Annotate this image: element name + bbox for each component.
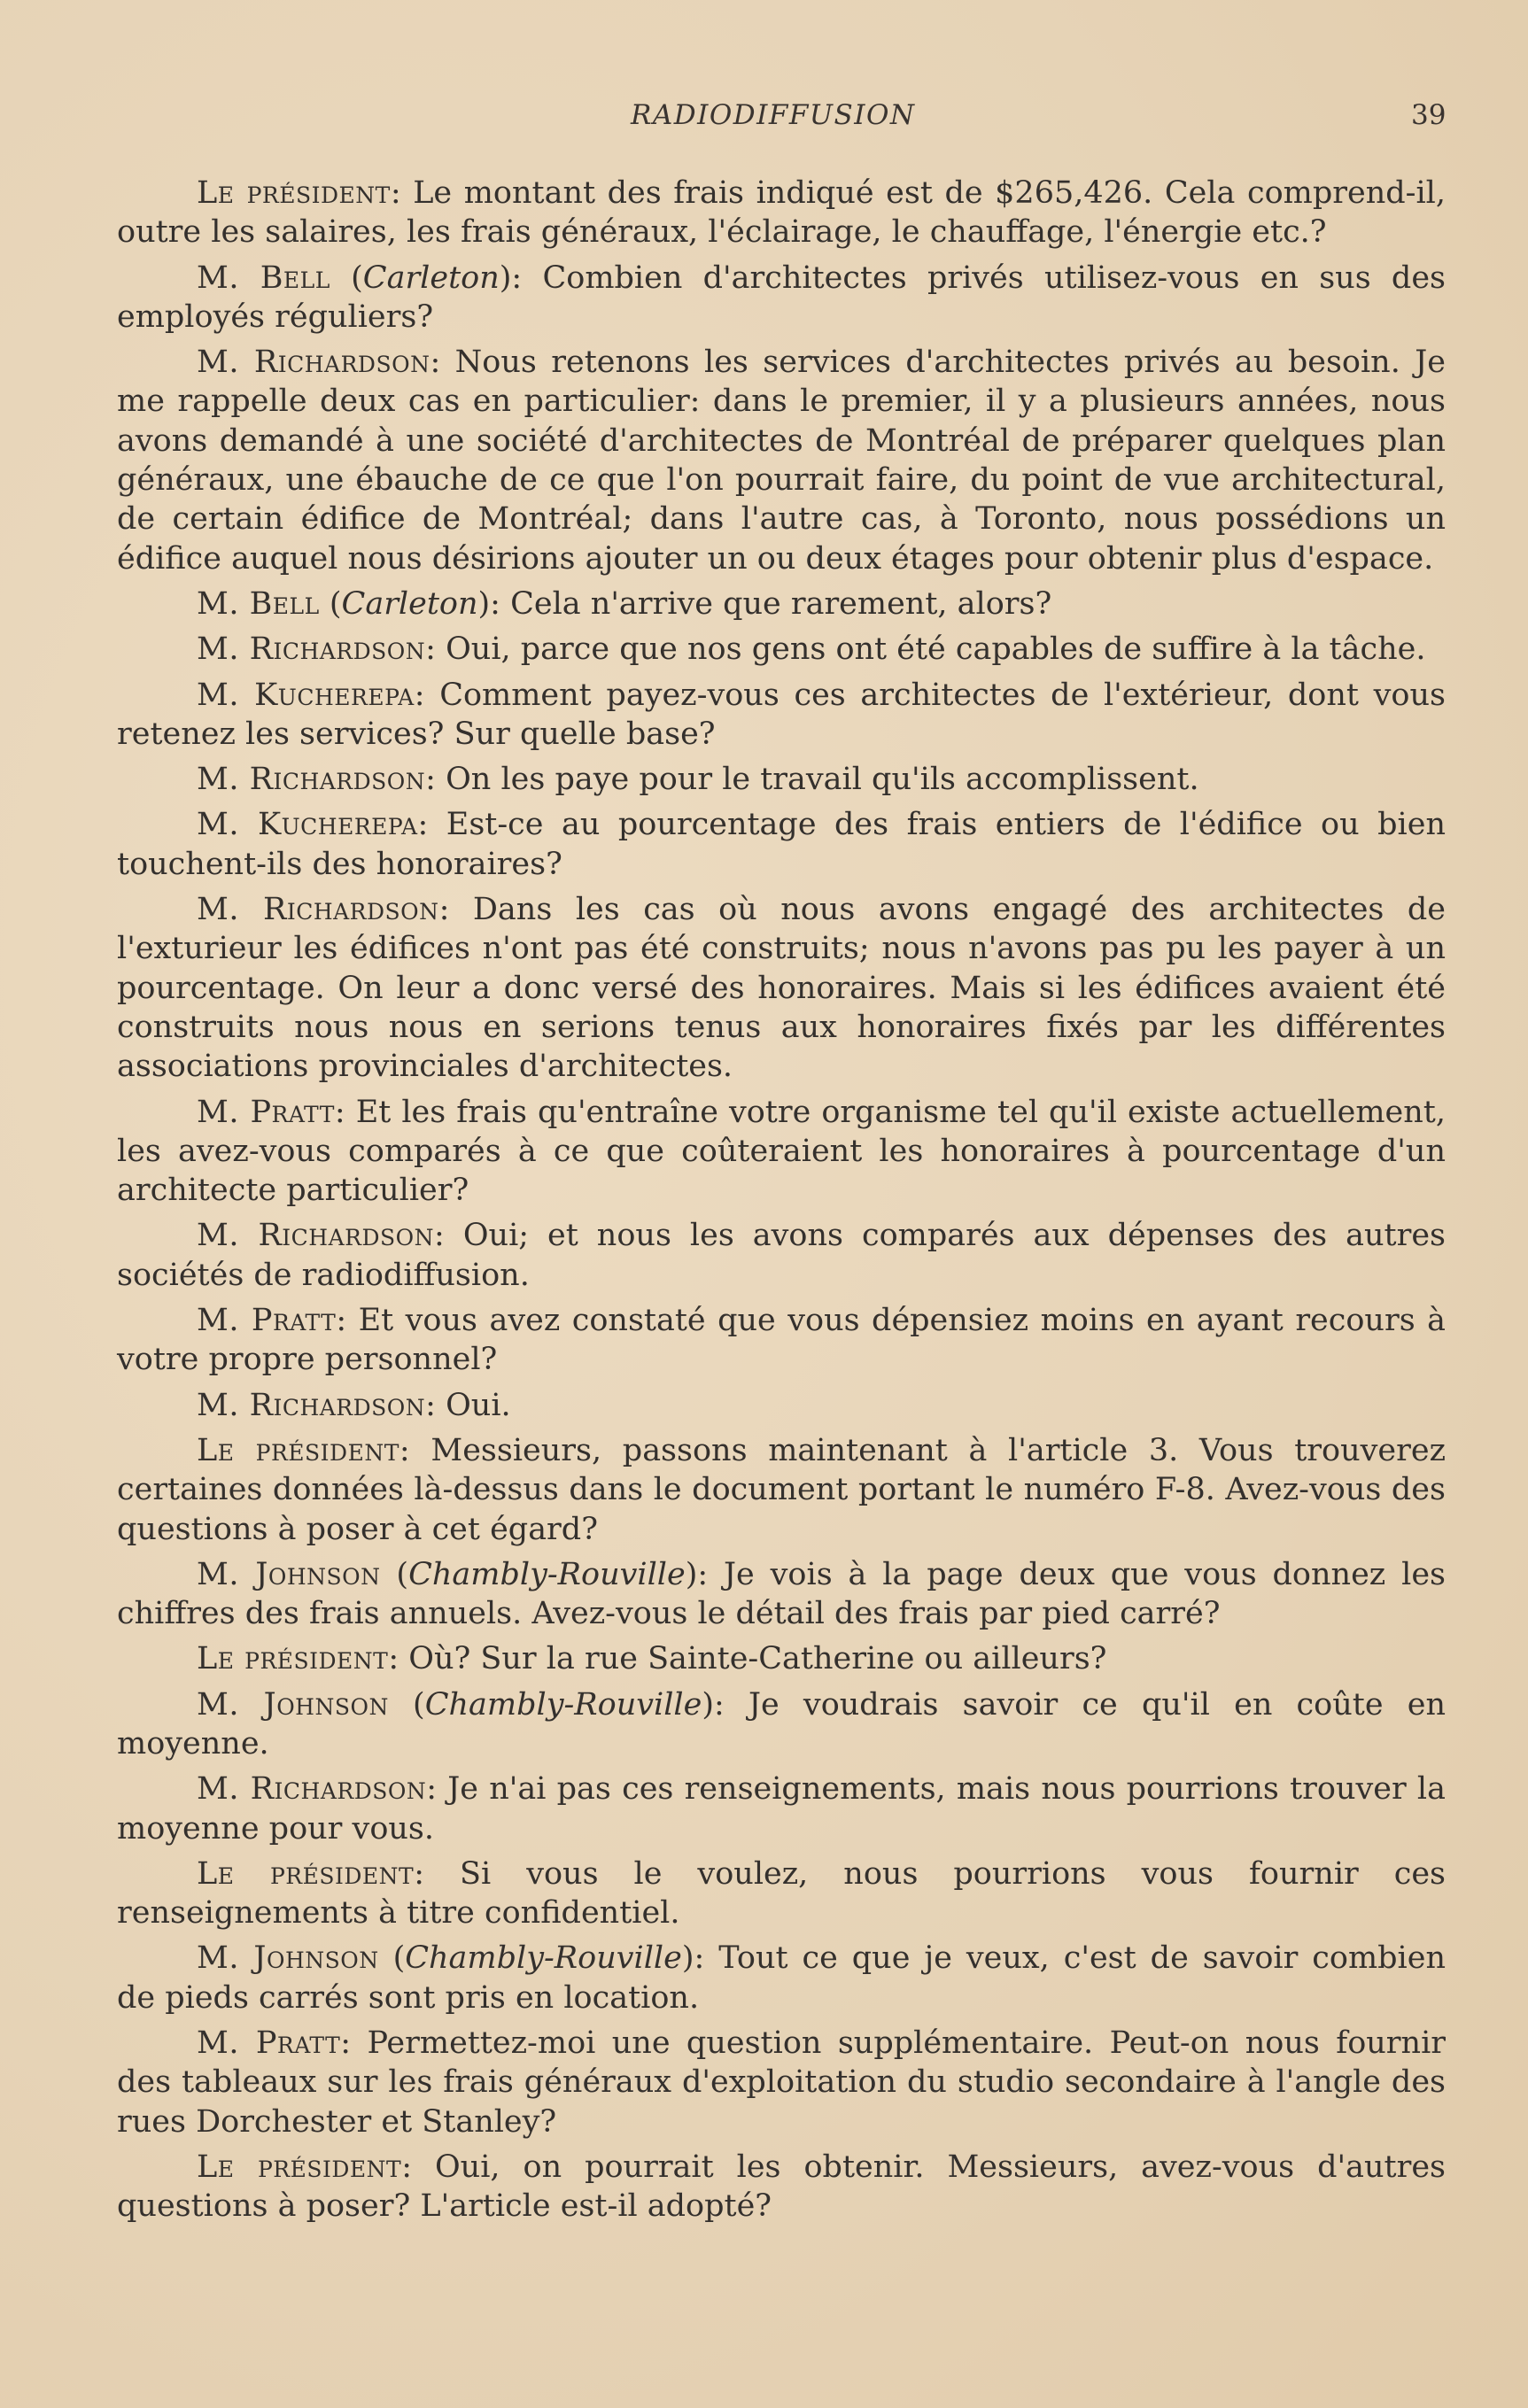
transcript-paragraph: M. Bell (Carleton): Combien d'architectes privés utilisez-vous en sus des employés réguliers?	[117, 259, 1446, 335]
speech-text: Et les frais qu'entraîne votre organisme tel qu'il existe actuellement, les avez-vous comparés à ce que coûteraient les honoraires à pourcentage d'un architecte particulier?	[117, 1094, 1446, 1209]
speech-text: Oui; et nous les avons comparés aux dépenses des autres sociétés de radiodiffusion.	[117, 1218, 1446, 1293]
speaker-name: M. Richardson	[197, 631, 426, 668]
riding-name: Chambly-Rouville	[408, 1556, 686, 1592]
speaker-name: M. Richardson	[197, 1387, 426, 1423]
running-title: RADIODIFFUSION	[631, 99, 916, 131]
speaker-name: Le président	[197, 1432, 399, 1468]
transcript-paragraph: M. Pratt: Et vous avez constaté que vous dépensiez moins en ayant recours à votre propre personnel?	[117, 1303, 1447, 1378]
speech-text: Combien d'architectes privés utilisez-vous en sus des employés réguliers?	[117, 259, 1446, 335]
riding-name: Chambly-Rouville	[405, 1940, 682, 1977]
riding-name: Carleton	[341, 585, 478, 622]
speaker-name: M. Richardson	[197, 345, 430, 381]
page-number: 39	[1411, 99, 1447, 131]
transcript-paragraph: Le président: Messieurs, passons maintenant à l'article 3. Vous trouverez certaines données là-dessus dans le document portant le numéro F-8. Avez-vous des questions à poser à cet égard?	[117, 1432, 1447, 1547]
transcript-paragraph: M. Richardson: Dans les cas où nous avons engagé des architectes de l'exturieur les édifices n'ont pas été construits; nous n'avons pas pu les payer à un pourcentage. On leur a donc versé des honoraires. Mais si les édifices avaient été construits nous nous en serions tenus aux honoraires fixés par les différentes associations provinciales d'architectes.	[117, 892, 1447, 1085]
speech-text: Et vous avez constaté que vous dépensiez moins en ayant recours à votre propre personnel?	[117, 1303, 1447, 1378]
transcript-body	[117, 174, 1446, 2233]
speech-text: Je n'ai pas ces renseignements, mais nous pourrions trouver la moyenne pour vous.	[117, 1771, 1446, 1847]
speaker-name: Le président	[197, 1855, 415, 1892]
transcript-paragraph: M. Johnson (Chambly-Rouville): Je voudrais savoir ce qu'il en coûte en moyenne.	[117, 1686, 1447, 1761]
speech-text: Nous retenons les services d'architectes privés au besoin. Je me rappelle deux cas en particulier: dans le premier, il y a plusieurs années, nous avons demandé à une société d'architectes de Montréal de préparer quelques plan généraux, une ébauche de ce que l'on pourrait faire, du point de vue architectural, de certain édifice de Montréal; dans l'autre cas, à Toronto, nous possédions un édifice auquel nous désirions ajouter un ou deux étages pour obtenir plus d'espace.	[117, 345, 1446, 577]
transcript-paragraph: M. Pratt: Permettez-moi une question supplémentaire. Peut-on nous fournir des tableaux sur les frais généraux d'exploitation du studio secondaire à l'angle des rues Dorchester et Stanley?	[117, 2025, 1447, 2140]
speech-text: Cela n'arrive que rarement, alors?	[510, 585, 1052, 622]
speech-text: Dans les cas où nous avons engagé des architectes de l'exturieur les édifices n'ont pas été construits; nous n'avons pas pu les payer à un pourcentage. On leur a donc versé des honoraires. Mais si les édifices avaient été construits nous nous en serions tenus aux honoraires fixés par les différentes associations provinciales d'architectes.	[117, 892, 1447, 1085]
speaker-name: M. Kucherepa	[197, 677, 415, 713]
speech-text: On les paye pour le travail qu'ils accomplissent.	[446, 762, 1199, 798]
transcript-paragraph: M. Richardson: Oui, parce que nos gens ont été capables de suffire à la tâche.	[197, 631, 1426, 668]
riding-name: Carleton	[362, 259, 500, 296]
speaker-name: M. Kucherepa	[197, 807, 418, 843]
speaker-name: M. Pratt	[197, 2025, 341, 2062]
transcript-paragraph: M. Richardson: Je n'ai pas ces renseignements, mais nous pourrions trouver la moyenne pour vous.	[117, 1771, 1446, 1847]
speaker-name: M. Richardson	[197, 762, 426, 798]
speech-text: Oui, parce que nos gens ont été capables de suffire à la tâche.	[446, 631, 1426, 668]
speaker-name: M. Richardson	[197, 1218, 435, 1254]
speaker-name: M. Richardson	[197, 892, 439, 928]
speaker-name: Le président	[197, 1641, 389, 1677]
transcript-paragraph: M. Johnson (Chambly-Rouville): Je vois à la page deux que vous donnez les chiffres des frais annuels. Avez-vous le détail des frais par pied carré?	[117, 1556, 1446, 1632]
transcript-paragraph: M. Bell (Carleton): Cela n'arrive que rarement, alors?	[197, 585, 1052, 622]
speaker-name: M. Pratt	[197, 1094, 335, 1130]
transcript-paragraph: M. Pratt: Et les frais qu'entraîne votre organisme tel qu'il existe actuellement, les avez-vous comparés à ce que coûteraient les honoraires à pourcentage d'un architecte particulier?	[117, 1094, 1446, 1209]
transcript-paragraph: Le président: Si vous le voulez, nous pourrions vous fournir ces renseignements à titre confidentiel.	[117, 1855, 1447, 1932]
transcript-paragraph: Le président: Oui, on pourrait les obtenir. Messieurs, avez-vous d'autres questions à poser? L'article est-il adopté?	[117, 2149, 1446, 2225]
speech-text: Oui, on pourrait les obtenir. Messieurs, avez-vous d'autres questions à poser? L'article est-il adopté?	[117, 2149, 1446, 2225]
speaker-name: Le président	[197, 175, 391, 211]
speech-text: Tout ce que je veux, c'est de savoir combien de pieds carrés sont pris en location.	[117, 1940, 1446, 2016]
running-header	[0, 99, 1528, 138]
speech-text: Si vous le voulez, nous pourrions vous fournir ces renseignements à titre confidentiel.	[117, 1855, 1447, 1932]
speaker-name: M. Bell	[197, 585, 320, 622]
transcript-paragraph: M. Richardson: Oui.	[197, 1387, 511, 1423]
speech-text: Messieurs, passons maintenant à l'article 3. Vous trouverez certaines données là-dessus dans le document portant le numéro F-8. Avez-vous des questions à poser à cet égard?	[117, 1432, 1447, 1547]
speech-text: Oui.	[446, 1387, 511, 1423]
speech-text: Où? Sur la rue Sainte-Catherine ou ailleurs?	[408, 1641, 1107, 1677]
transcript-paragraph: Le président: Le montant des frais indiqué est de $265,426. Cela comprend-il, outre les salaires, les frais généraux, l'éclairage, le chauffage, l'énergie etc.?	[117, 175, 1446, 251]
riding-name: Chambly-Rouville	[424, 1686, 702, 1723]
speaker-name: M. Johnson	[197, 1686, 389, 1723]
speech-text: Le montant des frais indiqué est de $265,426. Cela comprend-il, outre les salaires, les frais généraux, l'éclairage, le chauffage, l'énergie etc.?	[117, 175, 1446, 251]
transcript-paragraph: M. Richardson: Nous retenons les services d'architectes privés au besoin. Je me rappelle deux cas en particulier: dans le premier, il y a plusieurs années, nous avons demandé à une société d'architectes de Montréal de préparer quelques plan généraux, une ébauche de ce que l'on pourrait faire, du point de vue architectural, de certain édifice de Montréal; dans l'autre cas, à Toronto, nous possédions un édifice auquel nous désirions ajouter un ou deux étages pour obtenir plus d'espace.	[117, 345, 1446, 577]
speech-text: Permettez-moi une question supplémentaire. Peut-on nous fournir des tableaux sur les frais généraux d'exploitation du studio secondaire à l'angle des rues Dorchester et Stanley?	[117, 2025, 1447, 2140]
speaker-name: M. Johnson	[197, 1556, 381, 1592]
transcript-paragraph: M. Johnson (Chambly-Rouville): Tout ce que je veux, c'est de savoir combien de pieds carrés sont pris en location.	[117, 1940, 1446, 2016]
speaker-name: M. Bell	[197, 259, 330, 296]
transcript-paragraph: Le président: Où? Sur la rue Sainte-Catherine ou ailleurs?	[197, 1641, 1107, 1677]
transcript-paragraph: M. Richardson: On les paye pour le travail qu'ils accomplissent.	[197, 762, 1199, 798]
speaker-name: M. Richardson	[197, 1771, 427, 1808]
transcript-paragraph: M. Kucherepa: Est-ce au pourcentage des frais entiers de l'édifice ou bien touchent-ils des honoraires?	[117, 807, 1446, 882]
transcript-paragraph: M. Richardson: Oui; et nous les avons comparés aux dépenses des autres sociétés de radiodiffusion.	[117, 1218, 1446, 1293]
speech-text: Comment payez-vous ces architectes de l'extérieur, dont vous retenez les services? Sur quelle base?	[117, 677, 1447, 752]
transcript-paragraph: M. Kucherepa: Comment payez-vous ces architectes de l'extérieur, dont vous retenez les services? Sur quelle base?	[117, 677, 1447, 752]
speaker-name: M. Johnson	[197, 1940, 379, 1977]
speech-text: Est-ce au pourcentage des frais entiers de l'édifice ou bien touchent-ils des honoraires?	[117, 807, 1446, 882]
speech-text: Je voudrais savoir ce qu'il en coûte en moyenne.	[117, 1686, 1447, 1761]
speech-text: Je vois à la page deux que vous donnez les chiffres des frais annuels. Avez-vous le détail des frais par pied carré?	[117, 1556, 1446, 1632]
speaker-name: M. Pratt	[197, 1303, 337, 1339]
speaker-name: Le président	[197, 2149, 402, 2185]
